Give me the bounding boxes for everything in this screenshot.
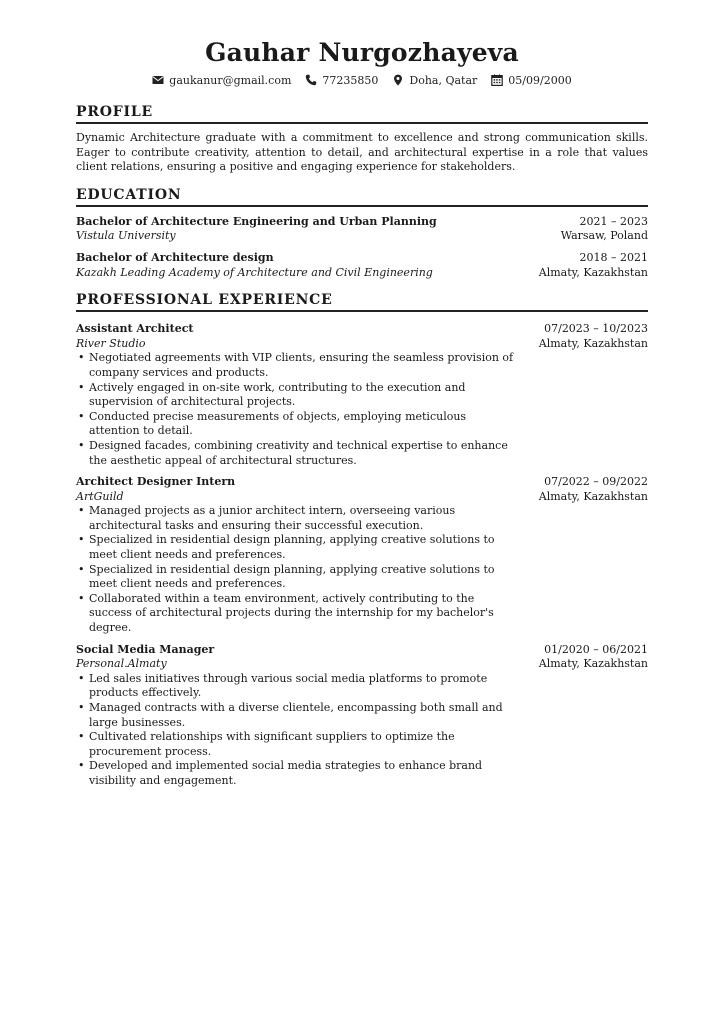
job-title: Social Media Manager xyxy=(76,642,215,656)
responsibility-item: • Negotiated agreements with VIP clients, ensuring the seamless provision of company services and products. xyxy=(78,351,514,379)
envelope-icon xyxy=(152,74,164,86)
education-location: Almaty, Kazakhstan xyxy=(538,265,648,279)
experience-entry xyxy=(76,322,648,468)
job-title: Architect Designer Intern xyxy=(76,475,236,489)
education-dates: 2018 – 2021 xyxy=(579,250,648,264)
responsibility-list xyxy=(76,504,516,635)
experience-entry xyxy=(76,643,648,789)
responsibility-list xyxy=(76,351,516,468)
experience-heading: PROFESSIONAL EXPERIENCE xyxy=(76,292,648,312)
responsibility-item: • Managed contracts with a diverse clientele, encompassing both small and large businesses. xyxy=(78,701,503,729)
degree-title: Bachelor of Architecture design xyxy=(76,250,274,264)
contact-email[interactable] xyxy=(152,74,291,87)
experience-section xyxy=(76,292,648,788)
profile-summary: Dynamic Architecture graduate with a commitment to excellence and strong communication skills. Eager to contribute creativity, attention to detail, and architectural expertise in a role that values client relations, ensuring a positive and engaging experience for stakeholders. xyxy=(76,131,648,174)
responsibility-item: • Collaborated within a team environment, actively contributing to the success of architectural projects during the internship for my bachelor's degree. xyxy=(78,591,494,635)
responsibility-item: • Led sales initiatives through various social media platforms to promote products effectively. xyxy=(78,671,488,700)
responsibility-item: • Designed facades, combining creativity and technical expertise to enhance the aesthetic appeal of architectural structures. xyxy=(78,438,508,467)
degree-title: Bachelor of Architecture Engineering and Urban Planning xyxy=(76,214,437,228)
school-name: Vistula University xyxy=(76,229,176,243)
education-heading: EDUCATION xyxy=(76,187,648,207)
responsibility-item: • Specialized in residential design planning, applying creative solutions to meet client needs and preferences. xyxy=(78,533,495,562)
job-location: Almaty, Kazakhstan xyxy=(538,657,648,671)
school-name: Kazakh Leading Academy of Architecture and Civil Engineering xyxy=(76,265,433,279)
education-dates: 2021 – 2023 xyxy=(579,214,648,228)
education-list xyxy=(76,215,648,280)
responsibility-item: • Actively engaged in on-site work, contributing to the execution and supervision of architectural projects. xyxy=(78,380,466,409)
company-name: River Studio xyxy=(76,336,146,350)
company-name: Personal.Almaty xyxy=(76,657,167,671)
contact-location xyxy=(392,74,477,87)
responsibility-item: • Developed and implemented social media strategies to enhance brand visibility and engagement. xyxy=(78,759,483,787)
job-dates: 07/2022 – 09/2022 xyxy=(544,475,648,489)
profile-section xyxy=(76,104,648,175)
job-dates: 07/2023 – 10/2023 xyxy=(544,322,648,336)
experience-list xyxy=(76,322,648,788)
education-section xyxy=(76,187,648,280)
email-text: gaukanur@gmail.com xyxy=(169,73,292,87)
responsibility-item: • Specialized in residential design planning, applying creative solutions to meet client needs and preferences. xyxy=(78,562,495,591)
phone-text: 77235850 xyxy=(322,73,379,87)
company-name: ArtGuild xyxy=(76,489,124,503)
education-entry xyxy=(76,251,648,280)
map-pin-icon xyxy=(392,74,404,86)
responsibility-list xyxy=(76,672,516,789)
job-location: Almaty, Kazakhstan xyxy=(538,336,648,350)
profile-heading: PROFILE xyxy=(76,104,648,124)
phone-icon xyxy=(305,74,317,86)
experience-entry xyxy=(76,475,648,636)
education-entry xyxy=(76,215,648,244)
job-title: Assistant Architect xyxy=(76,322,194,336)
calendar-icon xyxy=(491,74,503,86)
responsibility-item: • Conducted precise measurements of objects, employing meticulous attention to detail. xyxy=(78,409,467,438)
contact-birthdate xyxy=(491,74,571,87)
job-location: Almaty, Kazakhstan xyxy=(538,489,648,503)
job-dates: 01/2020 – 06/2021 xyxy=(544,642,648,656)
contact-info xyxy=(76,72,648,88)
contact-phone[interactable] xyxy=(305,74,378,87)
education-location: Warsaw, Poland xyxy=(560,229,648,243)
responsibility-item: • Managed projects as a junior architect intern, overseeing various architectural tasks and ensuring their successful execution. xyxy=(78,504,456,532)
responsibility-item: • Cultivated relationships with significant suppliers to optimize the procurement process. xyxy=(78,730,455,758)
candidate-name: Gauhar Nurgozhayeva xyxy=(205,38,519,67)
birthdate-text: 05/09/2000 xyxy=(508,73,572,87)
location-text: Doha, Qatar xyxy=(409,73,478,87)
